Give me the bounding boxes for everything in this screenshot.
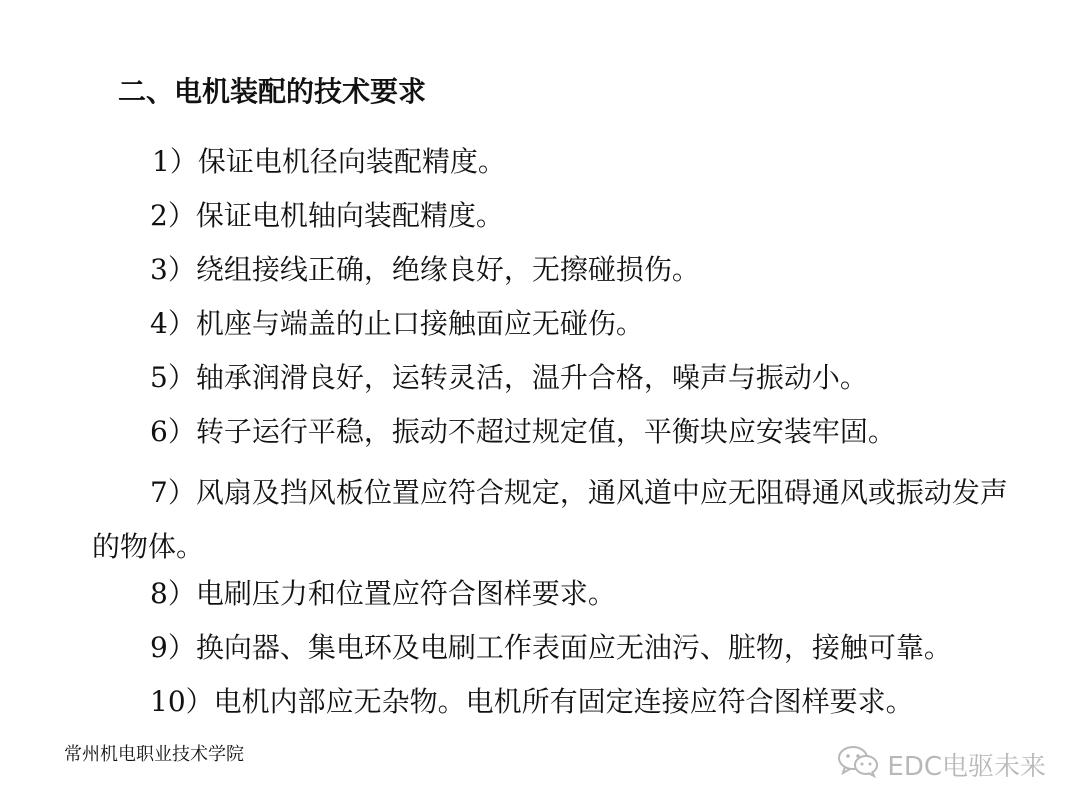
requirement-item-2: 2）保证电机轴向装配精度。: [150, 199, 504, 232]
wechat-icon: [837, 744, 879, 785]
footer-school-name: 常州机电职业技术学院: [64, 744, 244, 765]
requirement-item-4: 4）机座与端盖的止口接触面应无碰伤。: [150, 307, 644, 340]
section-heading: 二、电机装配的技术要求: [118, 75, 427, 108]
watermark: [837, 744, 1046, 784]
requirement-item-9: 9）换向器、集电环及电刷工作表面应无油污、脏物，接触可靠。: [150, 631, 952, 664]
requirement-item-8: 8）电刷压力和位置应符合图样要求。: [150, 577, 616, 610]
requirement-item-7: 7）风扇及挡风板位置应符合规定，通风道中应无阻碍通风或振动发声的物体。: [92, 476, 1008, 563]
requirement-item-5: 5）轴承润滑良好，运转灵活，温升合格，噪声与振动小。: [150, 361, 868, 394]
requirement-item-10: 10）电机内部应无杂物。电机所有固定连接应符合图样要求。: [150, 685, 914, 718]
requirement-item-3: 3）绕组接线正确，绝缘良好，无擦碰损伤。: [150, 253, 700, 286]
requirement-item-1: 1）保证电机径向装配精度。: [152, 145, 506, 178]
watermark-text: EDC电驱未来: [887, 751, 1046, 782]
requirement-item-6: 6）转子运行平稳，振动不超过规定值，平衡块应安装牢固。: [150, 415, 896, 448]
